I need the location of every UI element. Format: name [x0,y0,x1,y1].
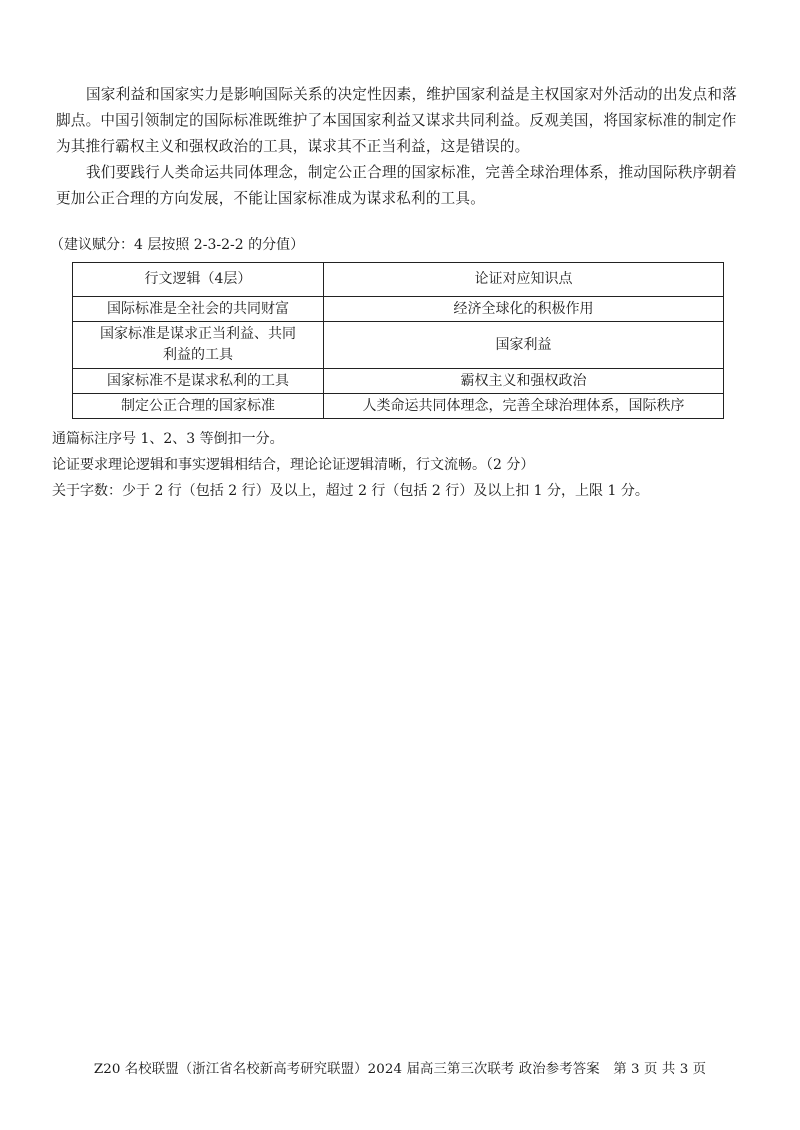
table-row [73,297,724,322]
table-header-cell: 行文逻辑（4层） [73,263,324,297]
scoring-rule-word-count: 关于字数：少于 2 行（包括 2 行）及以上，超过 2 行（包括 2 行）及以上扣 1 分，上限 1 分。 [52,483,649,499]
table-cell-knowledge: 霸权主义和强权政治 [323,369,723,394]
table-cell-knowledge: 经济全球化的积极作用 [323,297,723,322]
table-row [73,369,724,394]
table-cell-logic: 国家标准不是谋求私利的工具 [73,369,324,394]
scoring-suggestion: （建议赋分：4 层按照 2-3-2-2 的分值） [50,237,305,253]
table-cell-logic-text: 国家标准是谋求正当利益、共同利益的工具 [99,326,296,363]
table-cell-knowledge: 人类命运共同体理念，完善全球治理体系，国际秩序 [323,394,723,419]
page-footer: Z20 名校联盟（浙江省名校新高考研究联盟）2024 届高三第三次联考 政治参考答案 第 3 页 共 3 页 [93,1062,707,1077]
table-cell-knowledge: 国家利益 [323,322,723,369]
scoring-table [72,262,724,419]
table-cell-logic: 制定公正合理的国家标准 [73,394,324,419]
scoring-rule-numbering: 通篇标注序号 1、2、3 等倒扣一分。 [52,431,284,447]
table-row [73,322,724,369]
table-cell-logic: 国际标准是全社会的共同财富 [73,297,324,322]
table-header-cell: 论证对应知识点 [323,263,723,297]
table-cell-logic [73,322,324,369]
table-row [73,394,724,419]
answer-paragraph-1: 国家利益和国家实力是影响国际关系的决定性因素，维护国家利益是主权国家对外活动的出发点和落脚点。中国引领制定的国际标准既维护了本国国家利益又谋求共同利益。反观美国，将国家标准的制定作为其推行霸权主义和强权政治的工具，谋求其不正当利益，这是错误的。 [56,86,737,155]
scoring-rule-argument: 论证要求理论逻辑和事实逻辑相结合，理论论证逻辑清晰，行文流畅。（2 分） [52,457,535,473]
answer-paragraph-2: 我们要践行人类命运共同体理念，制定公正合理的国家标准，完善全球治理体系，推动国际秩序朝着更加公正合理的方向发展，不能让国家标准成为谋求私利的工具。 [56,164,737,207]
table-header-row [73,263,724,297]
